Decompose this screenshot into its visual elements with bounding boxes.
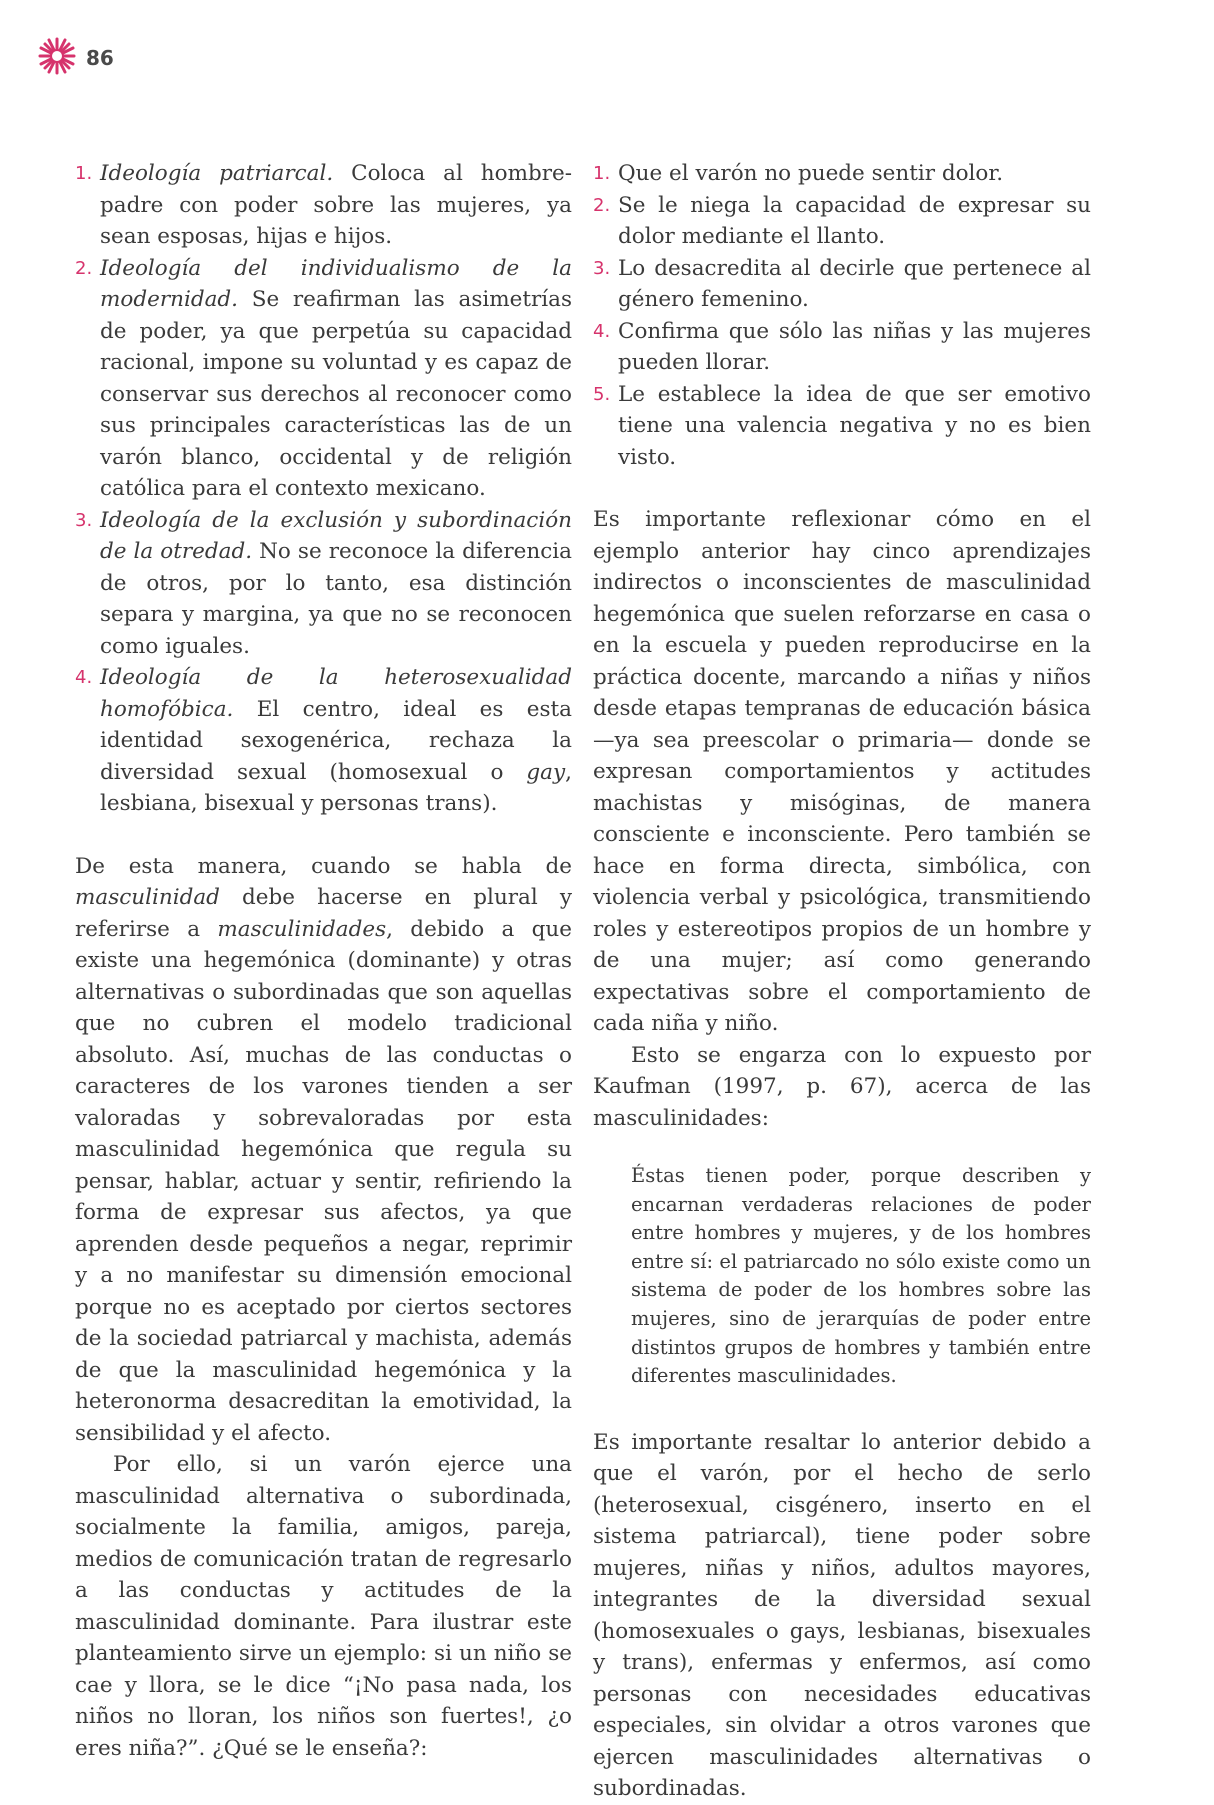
list-item bbox=[75, 505, 572, 663]
list-text: Se reafirman las asimetrías de poder, ya que perpetúa su capacidad racional, impone su voluntad y es capaz de conservar sus derechos al reconocer como sus principales características las de un varón blanco, occidental y de religión católica para el contexto mexicano. bbox=[100, 287, 572, 501]
list-item bbox=[593, 190, 1091, 253]
left-column bbox=[75, 158, 572, 1764]
body-paragraph: Es importante resaltar lo anterior debido a que el varón, por el hecho de serlo (heterosexual, cisgénero, inserto en el sistema patriarcal), tiene poder sobre mujeres, niñas y niños, adultos mayores, integrantes de la diversidad sexual (homosexuales o gays, lesbianas, bisexuales y trans), enfermas y enfermos, así como personas con necesidades educativas especiales, sin olvidar a otros varones que ejercen masculinidades alternativas o subordinadas. bbox=[593, 1429, 1091, 1802]
list-item bbox=[75, 662, 572, 820]
text-run: De esta manera, cuando se habla de bbox=[75, 853, 572, 879]
list-term: Ideología del individualismo de la modernidad. bbox=[100, 255, 572, 312]
list-item bbox=[593, 158, 1091, 190]
block-quote: Éstas tienen poder, porque describen y encarnan verdaderas relaciones de poder entre hombres y mujeres, y de los hombres entre sí: el patriarcado no sólo existe como un sistema de poder de los hombres sobre las mujeres, sino de jerarquías de poder entre distintos grupos de hombres y también entre diferentes masculinidades. bbox=[631, 1164, 1091, 1388]
text-run: debe hacerse en plural y referirse a bbox=[75, 885, 572, 942]
body-paragraph bbox=[75, 851, 572, 1450]
list-text: , lesbiana, bisexual y personas trans). bbox=[100, 759, 572, 816]
list-number: 5. bbox=[593, 383, 611, 405]
page-number: 86 bbox=[86, 46, 114, 70]
body-paragraph: Por ello, si un varón ejerce una masculinidad alternativa o subordinada, socialmente la familia, amigos, pareja, medios de comunicación tratan de regresarlo a las conductas y actitudes de la masculinidad dominante. Para ilustrar este planteamiento sirve un ejemplo: si un niño se cae y llora, se le dice “¡No pasa nada, los niños no lloran, los niños son fuertes!, ¿o eres niña?”. ¿Qué se le enseña?: bbox=[75, 1452, 572, 1761]
list-item bbox=[75, 158, 572, 253]
list-text: No se reconoce la diferencia de otros, por lo tanto, esa distinción separa y margina, ya que no se reconocen como iguales. bbox=[100, 539, 572, 659]
list-item bbox=[593, 379, 1091, 474]
list-number: 3. bbox=[75, 509, 93, 531]
list-number: 4. bbox=[75, 667, 93, 688]
list-text: Se le niega la capacidad de expresar su dolor mediante el llanto. bbox=[618, 192, 1091, 249]
list-text: Confirma que sólo las niñas y las mujeres pueden llorar. bbox=[618, 318, 1091, 375]
list-term: Ideología de la heterosexualidad homofóbica. bbox=[100, 665, 572, 722]
list-number: 3. bbox=[593, 257, 611, 279]
list-item bbox=[75, 253, 572, 505]
list-text: Lo desacredita al decirle que pertenece al género femenino. bbox=[618, 255, 1091, 312]
list-number: 2. bbox=[593, 194, 611, 216]
right-column bbox=[593, 158, 1091, 1805]
list-text: Coloca al hombre-padre con poder sobre las mujeres, ya sean esposas, hijas e hijos. bbox=[100, 161, 572, 249]
list-number: 4. bbox=[593, 320, 611, 342]
text-run: , debido a que existe una hegemónica (dominante) y otras alternativas o subordinadas que son aquellas que no cubren el modelo tradicional absoluto. Así, muchas de las conductas o caracteres de los varones tienden a ser valoradas y sobrevaloradas por esta masculinidad hegemónica que regula su pensar, hablar, actuar y sentir, refiriendo la forma de expresar sus afectos, ya que aprenden desde pequeños a negar, reprimir y a no manifestar su dimensión emocional porque no es aceptado por ciertos sectores de la sociedad patriarcal y machista, además de que la masculinidad hegemónica y la heteronorma desacreditan la emotividad, la sensibilidad y el afecto. bbox=[75, 916, 573, 1446]
list-number: 1. bbox=[75, 163, 93, 184]
list-item bbox=[593, 253, 1091, 316]
asterisk-flower-icon bbox=[38, 37, 76, 79]
emphasis: masculinidades bbox=[217, 916, 387, 942]
lessons-list bbox=[593, 158, 1091, 473]
list-term: Ideología de la exclusión y subordinación de la otredad. bbox=[100, 507, 572, 564]
list-term: gay bbox=[526, 759, 566, 785]
list-text: El centro, ideal es esta identidad sexogenérica, rechaza la diversidad sexual (homosexual o bbox=[100, 696, 572, 785]
list-text: Le establece la idea de que ser emotivo tiene una valencia negativa y no es bien visto. bbox=[618, 381, 1091, 470]
list-term: Ideología patriarcal. bbox=[100, 161, 334, 186]
list-number: 2. bbox=[75, 257, 93, 279]
page-header bbox=[38, 40, 114, 76]
body-paragraph: Esto se engarza con lo expuesto por Kaufman (1997, p. 67), acerca de las masculinidades: bbox=[593, 1042, 1091, 1131]
ideologies-list bbox=[75, 158, 572, 820]
list-item bbox=[593, 316, 1091, 379]
list-number: 1. bbox=[593, 163, 611, 184]
emphasis: masculinidad bbox=[75, 885, 220, 910]
list-text: Que el varón no puede sentir dolor. bbox=[618, 161, 1004, 186]
body-paragraph: Es importante reflexionar cómo en el ejemplo anterior hay cinco aprendizajes indirectos o inconscientes de masculinidad hegemónica que suelen reforzarse en casa o en la escuela y pueden reproducirse en la práctica docente, marcando a niñas y niños desde etapas tempranas de educación básica —ya sea preescolar o primaria— donde se expresan comportamientos y actitudes machistas y misóginas, de manera consciente e inconsciente. Pero también se hace en forma directa, simbólica, con violencia verbal y psicológica, transmitiendo roles y estereotipos propios de un hombre y de una mujer; así como generando expectativas sobre el comportamiento de cada niña y niño. bbox=[593, 507, 1091, 1036]
